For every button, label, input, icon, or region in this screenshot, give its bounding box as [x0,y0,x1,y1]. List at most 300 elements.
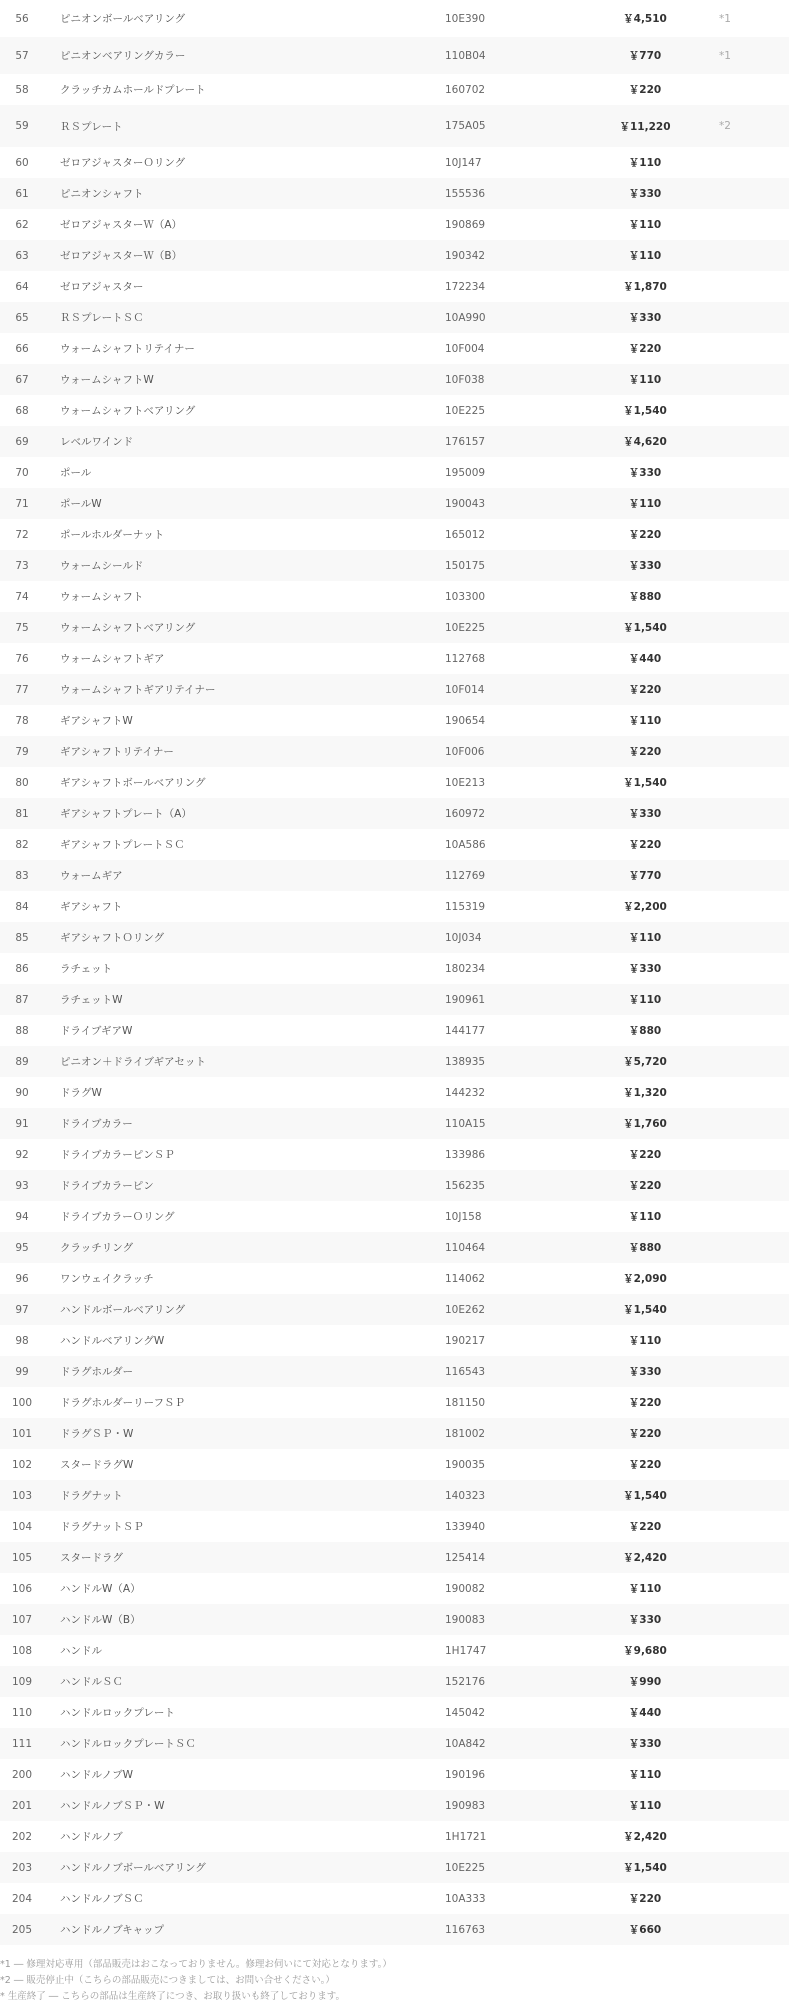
part-price: ￥2,200 [623,901,667,913]
parts-row [0,240,789,271]
part-note [705,1573,789,1604]
part-number: 204 [11,1892,33,1905]
part-note [705,767,789,798]
part-note [705,1015,789,1046]
part-name: ギアシャフトプレートＳＣ [60,839,185,851]
part-number: 87 [0,984,44,1015]
part-price: ￥110 [585,922,705,953]
part-number: 93 [0,1170,44,1201]
part-note [705,891,789,922]
parts-row [0,612,789,643]
part-code: 10J158 [445,1210,482,1223]
part-note [705,922,789,953]
part-name: ハンドルW（B） [44,1604,445,1635]
part-number: 100 [11,1396,33,1409]
part-name: ギアシャフトＯリング [44,922,445,953]
part-number: 104 [11,1520,33,1533]
part-name: ポールホルダーナット [60,529,165,541]
part-name: ゼロアジャスターＯリング [60,157,186,169]
part-number: 57 [0,37,44,74]
part-number: 89 [0,1046,44,1077]
part-price: ￥440 [628,1707,662,1719]
part-price: ￥1,540 [623,777,667,789]
part-price: ￥110 [628,1335,662,1347]
part-price: ￥220 [628,839,662,851]
part-price: ￥1,540 [585,1480,705,1511]
parts-row [0,1294,789,1325]
part-note [705,302,789,333]
part-note [705,612,789,643]
parts-row [0,891,789,922]
part-price: ￥11,220 [585,105,705,147]
part-number: 61 [0,178,44,209]
part-note [705,457,789,488]
parts-row [0,550,789,581]
part-name: ＲＳプレート [44,105,445,147]
part-code: 172234 [445,280,486,293]
part-number: 66 [15,342,29,355]
part-name: ウォームシャフトギアリテイナー [44,674,445,705]
part-note [705,1170,789,1201]
part-code: 190217 [445,1334,486,1347]
part-number: 200 [11,1768,33,1781]
part-code: 116763 [445,1914,585,1945]
part-code: 145042 [445,1706,486,1719]
part-number: 68 [15,404,29,417]
part-name: ラチェット [60,963,113,975]
part-note [705,1604,789,1635]
part-price: ￥220 [628,1397,662,1409]
part-price: ￥1,540 [585,1852,705,1883]
part-price: ￥110 [628,1583,662,1595]
part-code: 181150 [445,1396,486,1409]
part-code: 190083 [445,1604,585,1635]
part-price: ￥9,680 [623,1645,667,1657]
part-price: ￥1,760 [585,1108,705,1139]
part-code: 10E262 [445,1294,585,1325]
part-number: 202 [11,1830,33,1843]
part-number: 101 [0,1418,44,1449]
part-name: ＲＳプレートＳＣ [44,302,445,333]
parts-row [0,147,789,178]
part-note [705,736,789,767]
part-code: 152176 [445,1666,585,1697]
part-price: ￥880 [585,1232,705,1263]
part-price: ￥1,540 [585,612,705,643]
parts-row [0,736,789,767]
part-name: ウォームシャフト [60,591,144,603]
part-name: ハンドルノブ [60,1831,123,1843]
parts-row [0,426,789,457]
part-code: 190654 [445,714,486,727]
part-name: ドライブカラーＯリング [60,1211,175,1223]
parts-row [0,364,789,395]
part-name: ドラグW [60,1087,102,1099]
part-code: 160972 [445,798,585,829]
part-name: ハンドルノブキャップ [44,1914,445,1945]
part-code: 190196 [445,1768,486,1781]
part-name: ウォームシャフトギア [60,653,165,665]
part-note [705,271,789,302]
part-number: 98 [15,1334,29,1347]
part-price: ￥110 [585,364,705,395]
part-name: ピニオンボールベアリング [60,13,186,25]
part-code: 190961 [445,984,585,1015]
parts-row [0,798,789,829]
part-code: 110B04 [445,37,585,74]
part-code: 144177 [445,1024,486,1037]
part-price: ￥220 [585,1418,705,1449]
part-name: ワンウェイクラッチ [60,1273,154,1285]
part-price: ￥220 [628,1459,662,1471]
part-code: 10E225 [445,612,585,643]
footnote-1: *1 ― 修理対応専用（部品販売はおこなっておりません。修理お伺いにて対応となります。） [0,1959,392,1970]
part-name: ゼロアジャスターＷ（A） [60,219,183,231]
part-code: 10A842 [445,1728,585,1759]
part-name: ウォームシャフトW [44,364,445,395]
part-note [705,1511,789,1542]
part-code: 155536 [445,178,585,209]
parts-row [0,1480,789,1511]
part-price: ￥2,420 [585,1542,705,1573]
part-price: ￥330 [585,178,705,209]
part-note: *2 [705,105,789,147]
part-name: ギアシャフト [60,901,123,913]
parts-row [0,984,789,1015]
part-name: ハンドルベアリングW [60,1335,165,1347]
part-number: 58 [15,83,29,96]
part-name: ギアシャフトプレート（A） [44,798,445,829]
parts-row [0,1511,789,1542]
part-number: 88 [15,1024,29,1037]
part-code: 190035 [445,1458,486,1471]
part-name: ハンドルロックプレート [60,1707,175,1719]
part-price: ￥220 [628,1893,662,1905]
parts-row [0,1697,789,1728]
part-number: 67 [0,364,44,395]
parts-row [0,860,789,891]
part-name: ウォームシャフトリテイナー [60,343,195,355]
part-name: ドラグナットＳＰ [60,1521,144,1533]
parts-row [0,519,789,550]
parts-row [0,1108,789,1139]
parts-row [0,581,789,612]
parts-row [0,1356,789,1387]
part-number: 92 [15,1148,29,1161]
part-price: ￥110 [585,488,705,519]
parts-row [0,1852,789,1883]
part-name: ドライブギアW [60,1025,133,1037]
part-note [705,519,789,550]
part-price: ￥220 [585,1170,705,1201]
parts-row [0,1046,789,1077]
part-price: ￥110 [585,984,705,1015]
part-price: ￥330 [628,963,662,975]
part-price: ￥220 [628,1521,662,1533]
part-number: 85 [0,922,44,953]
part-price: ￥990 [585,1666,705,1697]
parts-row [0,1015,789,1046]
part-price: ￥1,870 [623,281,667,293]
part-code: 160702 [445,83,486,96]
part-price: ￥770 [585,37,705,74]
part-code: 156235 [445,1170,585,1201]
part-name: ウォームシールド [44,550,445,581]
part-number: 91 [0,1108,44,1139]
part-number: 70 [15,466,29,479]
part-note [705,705,789,736]
part-number: 79 [0,736,44,767]
part-number: 63 [0,240,44,271]
part-price: ￥110 [585,240,705,271]
part-note [705,1294,789,1325]
parts-row [0,271,789,302]
part-price: ￥2,420 [623,1831,667,1843]
part-code: 1H1747 [445,1644,487,1657]
part-code: 190043 [445,488,585,519]
part-number: 72 [15,528,29,541]
part-note [705,1356,789,1387]
part-number: 103 [0,1480,44,1511]
part-note [705,1263,789,1294]
part-number: 56 [15,12,29,25]
part-name: レベルワインド [44,426,445,457]
parts-row [0,333,789,364]
part-note [705,860,789,891]
parts-row [0,1635,789,1666]
part-price: ￥110 [585,1790,705,1821]
part-price: ￥220 [628,1149,662,1161]
part-note [705,1821,789,1852]
part-number: 94 [15,1210,29,1223]
part-price: ￥330 [585,1728,705,1759]
parts-row [0,457,789,488]
parts-row [0,488,789,519]
part-code: 10F006 [445,736,585,767]
part-code: 165012 [445,528,486,541]
part-name: ウォームシャフトベアリング [44,612,445,643]
parts-row [0,178,789,209]
part-code: 144232 [445,1086,486,1099]
part-code: 150175 [445,550,585,581]
part-number: 110 [11,1706,33,1719]
part-code: 190983 [445,1790,585,1821]
part-price: ￥110 [628,219,662,231]
part-note: *1 [705,37,789,74]
part-note [705,240,789,271]
part-code: 116543 [445,1356,585,1387]
part-price: ￥330 [585,1356,705,1387]
part-note [705,426,789,457]
part-name: ハンドルW（A） [60,1583,141,1595]
part-price: ￥1,320 [623,1087,667,1099]
parts-row [0,395,789,426]
part-price: ￥110 [628,715,662,727]
part-name: ハンドルノブボールベアリング [44,1852,445,1883]
part-note [705,333,789,364]
part-note [705,488,789,519]
part-code: 10A586 [445,838,486,851]
parts-row [0,0,789,37]
part-number: 96 [15,1272,29,1285]
part-note [705,1325,789,1356]
part-note [705,1666,789,1697]
parts-row [0,1449,789,1480]
part-note [705,798,789,829]
parts-row [0,1604,789,1635]
part-name: ポールW [44,488,445,519]
part-price: ￥1,540 [623,405,667,417]
part-price: ￥330 [585,798,705,829]
part-code: 10A333 [445,1892,486,1905]
part-price: ￥220 [628,84,662,96]
parts-row [0,1232,789,1263]
part-note [705,1790,789,1821]
part-name: ラチェットW [44,984,445,1015]
part-code: 180234 [445,962,486,975]
parts-row [0,74,789,105]
part-price: ￥330 [585,550,705,581]
part-code: 190869 [445,218,486,231]
part-price: ￥4,620 [585,426,705,457]
part-note [705,1883,789,1914]
part-note [705,984,789,1015]
part-name: ゼロアジャスター [60,281,144,293]
part-price: ￥770 [585,860,705,891]
part-name: ハンドルＳＣ [44,1666,445,1697]
parts-row [0,1139,789,1170]
part-note [705,1077,789,1108]
parts-row [0,1790,789,1821]
part-number: 109 [0,1666,44,1697]
part-name: ハンドルロックプレートＳＣ [44,1728,445,1759]
part-price: ￥220 [628,343,662,355]
part-note [705,1046,789,1077]
part-name: クラッチリング [44,1232,445,1263]
part-note [705,953,789,984]
part-number: 74 [15,590,29,603]
part-note [705,1728,789,1759]
part-note: *1 [719,12,731,25]
part-name: ポール [60,467,92,479]
part-name: ドラグナット [44,1480,445,1511]
parts-row [0,674,789,705]
part-code: 175A05 [445,105,585,147]
part-note [705,581,789,612]
part-name: ハンドルノブW [60,1769,133,1781]
parts-row [0,1883,789,1914]
part-name: ギアシャフトW [60,715,133,727]
part-number: 81 [0,798,44,829]
part-price: ￥330 [585,1604,705,1635]
part-price: ￥330 [628,467,662,479]
part-note [705,1480,789,1511]
part-number: 84 [15,900,29,913]
part-name: ウォームシャフトベアリング [60,405,196,417]
parts-row [0,643,789,674]
part-number: 62 [15,218,29,231]
part-note [705,1108,789,1139]
part-code: 140323 [445,1480,585,1511]
parts-row [0,1418,789,1449]
part-name: ギアシャフトボールベアリング [60,777,206,789]
part-code: 181002 [445,1418,585,1449]
part-note [705,1232,789,1263]
part-code: 125414 [445,1542,585,1573]
part-name: ドライブカラーピン [44,1170,445,1201]
part-name: ピニオンベアリングカラー [44,37,445,74]
part-code: 112768 [445,652,486,665]
parts-row [0,1170,789,1201]
part-code: 10A990 [445,302,585,333]
parts-row [0,1728,789,1759]
part-number: 203 [0,1852,44,1883]
part-code: 114062 [445,1272,486,1285]
part-code: 10F038 [445,364,585,395]
part-number: 90 [15,1086,29,1099]
part-number: 99 [0,1356,44,1387]
footnote-3: * 生産終了 ― こちらの部品は生産終了につき、お取り扱いも終了しております。 [0,1991,345,2002]
part-number: 205 [0,1914,44,1945]
part-code: 195009 [445,466,486,479]
footnote-2: *2 ― 販売停止中（こちらの部品販売につきましては、お問い合せください。） [0,1975,335,1986]
parts-row [0,105,789,147]
parts-row [0,829,789,860]
part-price: ￥220 [628,529,662,541]
part-number: 95 [0,1232,44,1263]
part-number: 60 [15,156,29,169]
part-note [705,674,789,705]
parts-row [0,1573,789,1604]
part-name: ピニオンシャフト [44,178,445,209]
part-name: ハンドル [60,1645,102,1657]
part-number: 102 [11,1458,33,1471]
part-number: 69 [0,426,44,457]
part-note [705,364,789,395]
part-note [705,1201,789,1232]
parts-row [0,1201,789,1232]
part-number: 71 [0,488,44,519]
parts-row [0,1325,789,1356]
part-number: 201 [0,1790,44,1821]
part-code: 133940 [445,1520,486,1533]
footnotes [0,1957,789,2005]
part-code: 10F014 [445,674,585,705]
part-number: 105 [0,1542,44,1573]
part-price: ￥110 [628,1769,662,1781]
part-code: 10F004 [445,342,485,355]
part-code: 103300 [445,590,486,603]
part-note [705,1697,789,1728]
part-name: ドラグホルダーリーフＳＰ [60,1397,186,1409]
part-number: 59 [0,105,44,147]
parts-row [0,705,789,736]
part-name: ドラグホルダー [44,1356,445,1387]
parts-row [0,1914,789,1945]
part-note [705,1449,789,1480]
part-price: ￥880 [628,591,662,603]
part-note [705,209,789,240]
part-note [705,1542,789,1573]
part-number: 64 [15,280,29,293]
part-name: ハンドルノブＳＰ・W [44,1790,445,1821]
parts-row [0,1542,789,1573]
part-price: ￥5,720 [585,1046,705,1077]
part-name: ドライブカラーピンＳＰ [60,1149,175,1161]
part-note [705,147,789,178]
parts-row [0,922,789,953]
parts-row [0,1077,789,1108]
